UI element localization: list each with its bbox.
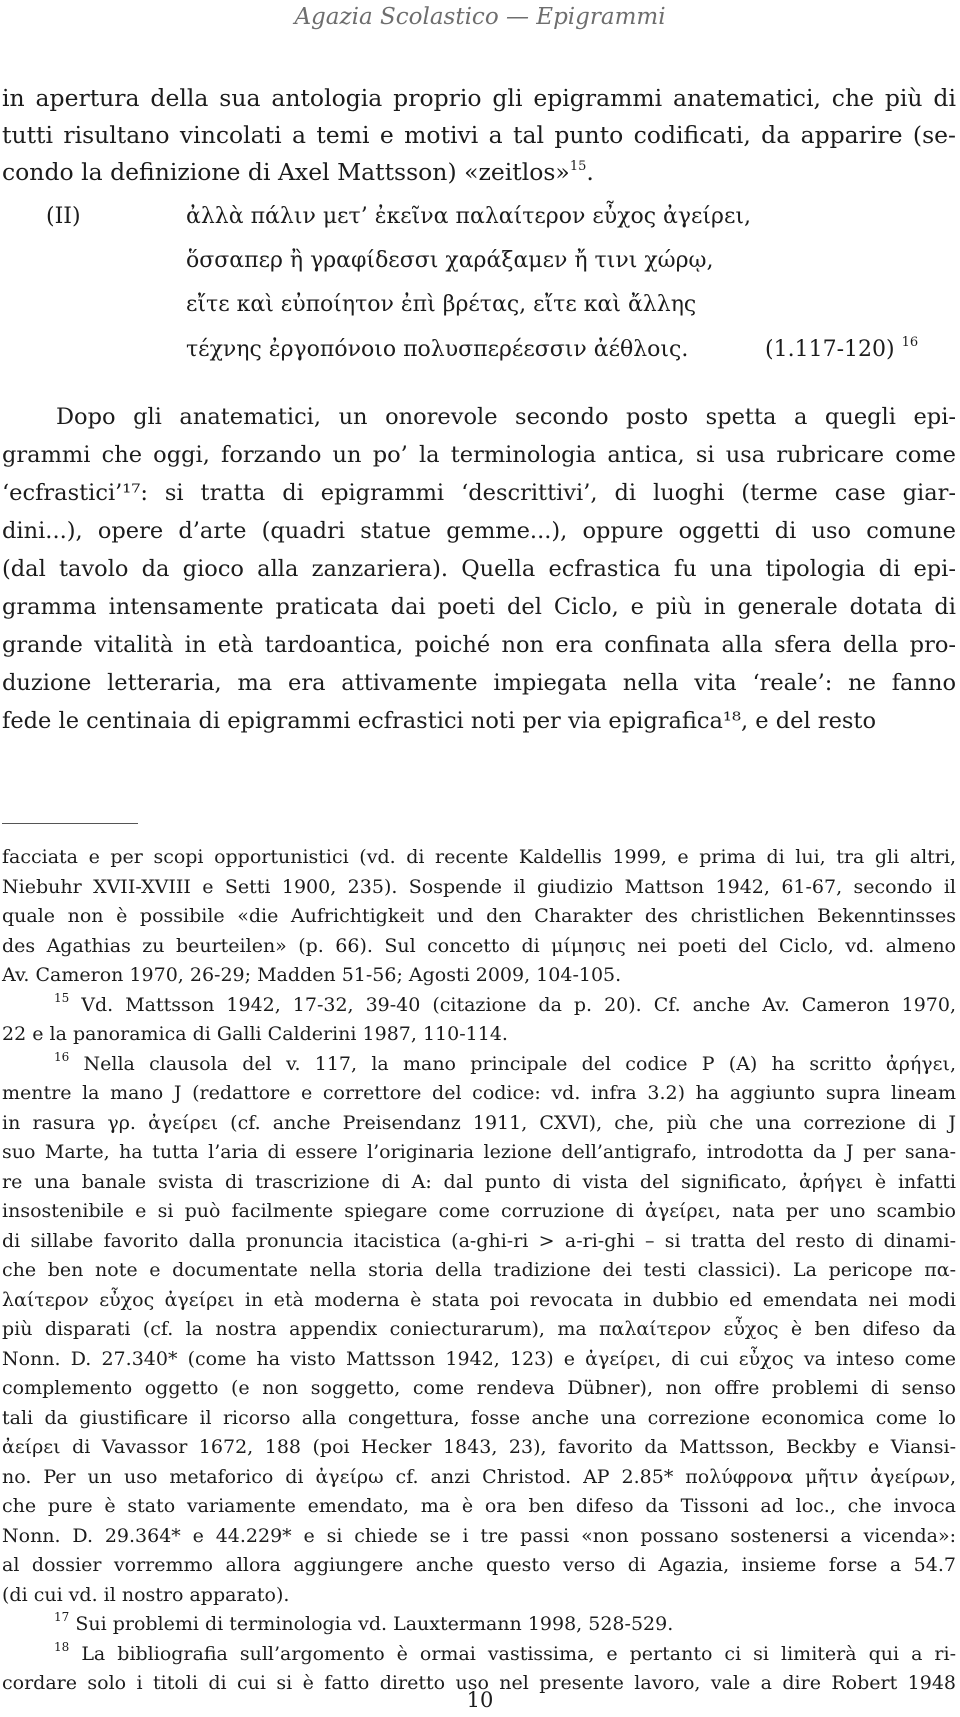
- text-line: Dopo gli anatematici, un onorevole secondo posto spetta a quegli epi-: [56, 404, 956, 430]
- footnote-text: che ben note e documentate nella storia della tradizione dei testi classici). La pericope πα-: [2, 1259, 956, 1281]
- footnote-number: 15: [54, 990, 70, 1005]
- footnote-line: [2, 1610, 956, 1640]
- footnote-line: [2, 1551, 956, 1581]
- text-line: grammi che oggi, forzando un po’ la terminologia antica, si usa rubricare come: [2, 442, 956, 468]
- footnote-line: [2, 1227, 956, 1257]
- intro-paragraph: [2, 80, 956, 191]
- footnote-number: 18: [54, 1639, 70, 1654]
- verse-line: ὅσσαπερ ἢ γραφίδεσσι χαράξαμεν ἤ τινι χώρῳ,: [186, 248, 714, 273]
- footnote-text: quale non è possibile «die Aufrichtigkeit und den Charakter des christlichen Bekenntinsses: [2, 905, 956, 927]
- footnote-line: [2, 873, 956, 903]
- footnote-text: des Agathias zu beurteilen» (p. 66). Sul concetto di μίμησις nei poeti del Ciclo, vd. almeno: [2, 934, 956, 957]
- footnote-text: che pure è stato variamente emendato, ma è ora ben difeso da Tissoni ad loc., che invoca: [2, 1495, 956, 1517]
- footnote-text: Niebuhr XVII-XVIII e Setti 1900, 235). Sospende il giudizio Mattson 1942, 61-67, secondo il: [2, 875, 956, 898]
- footnote-line: [2, 1256, 956, 1286]
- footnote-line: [2, 1197, 956, 1227]
- footnote-ref: 16: [901, 335, 919, 350]
- footnote-text: complemento oggetto (e non soggetto, come rendeva Dübner), non offre problemi di senso: [2, 1377, 956, 1399]
- text-line: tutti risultano vincolati a temi e motivi a tal punto codificati, da apparire (se-: [2, 121, 956, 149]
- verse-reference: [765, 337, 918, 362]
- footnote-line: [2, 1079, 956, 1109]
- body-paragraph: [2, 398, 956, 740]
- text-fragment: .: [586, 158, 594, 186]
- verse-line: ἀλλὰ πάλιν μετ’ ἐκεῖνα παλαίτερον εὖχος ἀγείρει,: [186, 204, 751, 229]
- footnote-line: [2, 1404, 956, 1434]
- footnote-line: [2, 1286, 956, 1316]
- footnote-text: La bibliografia sull’argomento è ormai vastissima, e pertanto ci si limiterà qui a ri-: [81, 1642, 956, 1665]
- footnote-line: [2, 1581, 956, 1611]
- footnote-text: Av. Cameron 1970, 26-29; Madden 51-56; Agosti 2009, 104-105.: [2, 964, 622, 986]
- footnote-line: [2, 1050, 956, 1080]
- footnote-line: [2, 1020, 956, 1050]
- verse-number: (II): [46, 204, 81, 229]
- text-line: fede le centinaia di epigrammi ecfrastici noti per via epigrafica¹⁸, e del resto: [2, 708, 877, 734]
- footnote-line: [2, 1522, 956, 1552]
- footnote-text: (di cui vd. il nostro apparato).: [2, 1583, 290, 1606]
- footnote-line: [2, 902, 956, 932]
- footnote-line: [2, 843, 956, 873]
- text-line: gramma intensamente praticata dai poeti del Ciclo, e più in generale dotata di: [2, 594, 956, 620]
- footnote-line: [2, 1168, 956, 1198]
- text-line: duzione letteraria, ma era attivamente impiegata nella vita ‘reale’: ne fanno: [2, 670, 956, 696]
- footnote-ref: 15: [569, 159, 587, 174]
- text-line: (dal tavolo da gioco alla zanzariera). Quella ecfrastica fu una tipologia di epi-: [2, 556, 956, 582]
- footnote-text: Vd. Mattsson 1942, 17-32, 39-40 (citazione da p. 20). Cf. anche Av. Cameron 1970,: [81, 993, 957, 1016]
- footnote-text: mentre la mano J (redattore e correttore del codice: vd. infra 3.2) ha aggiunto supra lineam: [2, 1082, 956, 1104]
- footnote-line: [2, 1138, 956, 1168]
- footnote-text: ἀείρει di Vavassor 1672, 188 (poi Hecker 1843, 23), favorito da Mattsson, Beckby e Viansi-: [2, 1436, 956, 1458]
- text-line: ‘ecfrastici’¹⁷: si tratta di epigrammi ‘descrittivi’, di luoghi (terme case giar-: [2, 480, 956, 506]
- footnote-text: re una banale svista di trascrizione di A: dal punto di vista del significato, ἀρήγει è infatti: [2, 1170, 956, 1193]
- footnote-number: 16: [54, 1049, 70, 1064]
- verse-line: εἴτε καὶ εὐποίητον ἐπὶ βρέτας, εἴτε καὶ ἄλλης: [186, 292, 697, 317]
- footnotes: [2, 843, 956, 1699]
- footnote-line: [2, 1374, 956, 1404]
- footnote-text: tali da giustificare il ricorso alla congettura, fosse anche una correzione economica come lo: [2, 1406, 956, 1429]
- footnote-line: [2, 1492, 956, 1522]
- footnote-line: [2, 1345, 956, 1375]
- footnote-line: [2, 1109, 956, 1139]
- text-line: grande vitalità in età tardoantica, poiché non era confinata alla sfera della pro-: [2, 632, 956, 658]
- footnote-text: Sui problemi di terminologia vd. Lauxtermann 1998, 528-529.: [75, 1613, 674, 1635]
- footnote-text: Nonn. D. 29.364* e 44.229* e si chiede se i tre passi «non possano sostenersi a vicenda»:: [2, 1524, 956, 1547]
- footnote-line: [2, 932, 956, 962]
- footnote-text: più disparati (cf. la nostra appendix coniecturarum), ma παλαίτερον εὖχος è ben difeso da: [2, 1318, 956, 1340]
- footnote-text: Nonn. D. 27.340* (come ha visto Mattsson 1942, 123) e ἀγείρει, di cui εὖχος va inteso come: [2, 1347, 956, 1370]
- footnote-line: [2, 991, 956, 1021]
- text-line: in apertura della sua antologia proprio gli epigrammi anatematici, che più di: [2, 84, 956, 112]
- running-header: Agazia Scolastico — Epigrammi: [294, 4, 666, 30]
- footnote-text: 22 e la panoramica di Galli Calderini 1987, 110-114.: [2, 1023, 508, 1045]
- footnote-text: insostenibile e si può facilmente spiegare come corruzione di ἀγείρει, nata per uno scambio: [2, 1200, 956, 1222]
- footnote-line: [2, 1640, 956, 1670]
- footnote-text: no. Per un uso metaforico di ἀγείρω cf. anzi Christod. AP 2.85* πολύφρονα μῆτιν ἀγείρων,: [2, 1465, 956, 1488]
- footnote-text: Nella clausola del v. 117, la mano principale del codice P (A) ha scritto ἀρήγει,: [83, 1052, 956, 1075]
- text-fragment: condo la definizione di Axel Mattsson) «zeitlos»: [2, 158, 570, 186]
- page-number: 10: [466, 1688, 494, 1712]
- verse-line: τέχνης ἐργοπόνοιο πολυσπερέεσσιν ἀέθλοις.: [186, 337, 689, 362]
- footnote-text: λαίτερον εὖχος ἀγείρει in età moderna è stata poi revocata in dubbio ed emendata nei modi: [2, 1288, 956, 1311]
- text-line: [2, 154, 956, 191]
- footnote-text: cordare solo i titoli di cui si è fatto diretto uso nel presente lavoro, vale a dire Robert 1948: [2, 1672, 956, 1694]
- footnote-text: facciata e per scopi opportunistici (vd. di recente Kaldellis 1999, e prima di lui, tra gli altri,: [2, 846, 956, 868]
- footnote-text: al dossier vorremmo allora aggiungere anche questo verso di Agazia, insieme forse a 54.7: [2, 1554, 956, 1576]
- reference-text: (1.117-120): [765, 337, 895, 362]
- footnote-line: [2, 961, 956, 991]
- text-line: dini...), opere d’arte (quadri statue gemme...), oppure oggetti di uso comune: [2, 518, 956, 544]
- footnote-text: di sillabe favorito dalla pronuncia itacistica (a-ghi-ri > a-ri-ghi – si tratta del resto di dinami-: [2, 1229, 956, 1252]
- footnote-rule: [2, 823, 138, 824]
- footnote-line: [2, 1463, 956, 1493]
- footnote-text: suo Marte, ha tutta l’aria di essere l’originaria lezione dell’antigrafo, introdotta da J per sana-: [2, 1141, 956, 1163]
- footnote-line: [2, 1315, 956, 1345]
- footnote-number: 17: [54, 1610, 70, 1624]
- footnote-line: [2, 1433, 956, 1463]
- footnote-text: in rasura γρ. ἀγείρει (cf. anche Preisendanz 1911, CXVI), che, più che una correzione di J: [2, 1111, 956, 1134]
